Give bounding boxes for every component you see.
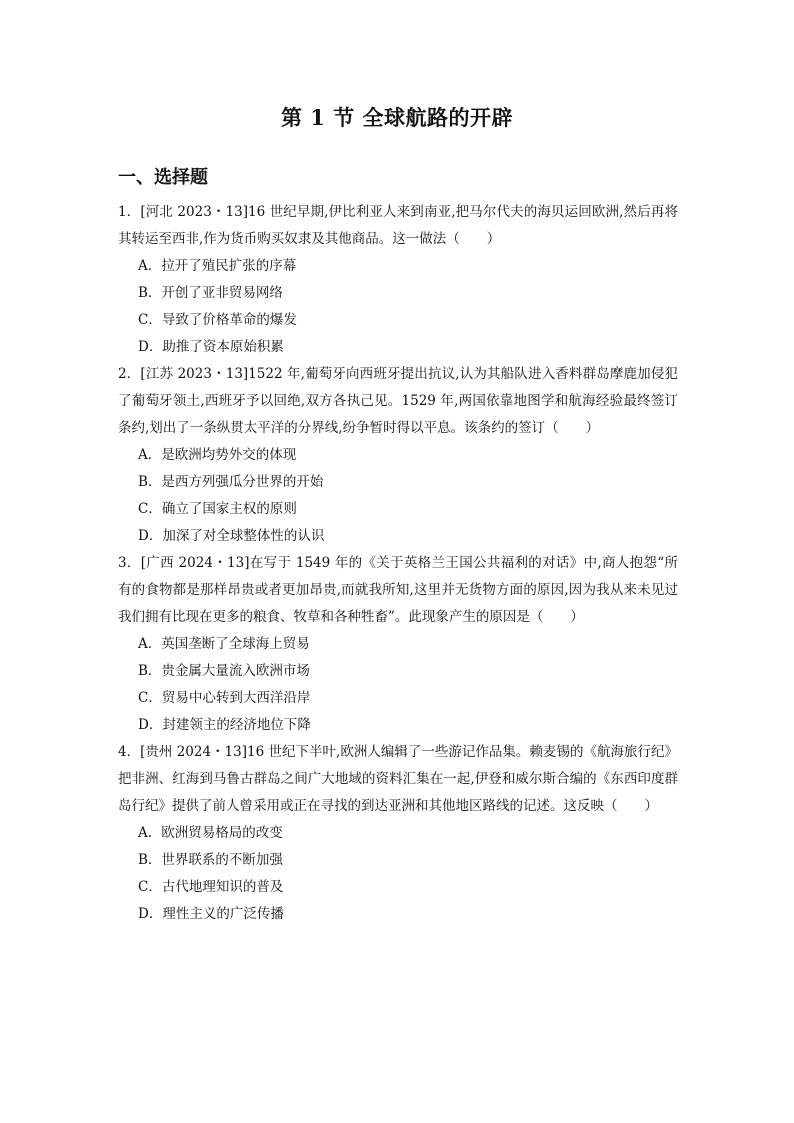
option-b: B．世界联系的不断加强 (138, 852, 283, 868)
question-stem: 4．[贵州 2024・13]16 世纪下半叶,欧洲人编辑了一些游记作品集。赖麦锡的《航海旅行纪》把非洲、红海到马鲁古群岛之间广大地域的资料汇集在一起,伊登和威尔斯合编的《东西印度群岛行纪》提供了前人曾采用或正在寻找的到达亚洲和其他地区路线的记述。这反映（ ） (118, 744, 678, 814)
option-b: B．开创了亚非贸易网络 (138, 285, 283, 301)
option-d: D．封建领主的经济地位下降 (138, 717, 311, 733)
option-b: B．贵金属大量流入欧洲市场 (138, 663, 310, 679)
option-a: A．欧洲贸易格局的改变 (138, 825, 283, 841)
option-d: D．理性主义的广泛传播 (138, 906, 284, 922)
option-a: A．拉开了殖民扩张的序幕 (138, 258, 297, 274)
question-3 (118, 550, 678, 739)
page-title: 第 1 节 全球航路的开辟 (280, 105, 514, 130)
question-2 (118, 361, 678, 550)
option-list (118, 253, 678, 361)
question-list (118, 199, 678, 928)
question-1 (118, 199, 678, 361)
option-a: A．英国垄断了全球海上贸易 (138, 636, 310, 652)
option-b: B．是西方列强瓜分世界的开始 (138, 474, 324, 490)
question-4 (118, 739, 678, 928)
option-c: C．贸易中心转到大西洋沿岸 (138, 690, 311, 706)
option-list (118, 442, 678, 550)
option-a: A．是欧洲均势外交的体现 (138, 447, 297, 463)
question-stem: 1．[河北 2023・13]16 世纪早期,伊比利亚人来到南亚,把马尔代夫的海贝运回欧洲,然后再将其转运至西非,作为货币购买奴隶及其他商品。这一做法（ ） (118, 204, 678, 247)
option-d: D．助推了资本原始积累 (138, 339, 284, 355)
option-c: C．确立了国家主权的原则 (138, 501, 297, 517)
section-heading: 一、选择题 (118, 167, 208, 188)
question-stem: 3．[广西 2024・13]在写于 1549 年的《关于英格兰王国公共福利的对话》中,商人抱怨“所有的食物都是那样昂贵或者更加昂贵,而就我所知,这里并无货物方面的原因,因为我从来未见过我们拥有比现在更多的粮食、牧草和各种牲畜”。此现象产生的原因是（ ） (118, 555, 678, 625)
option-c: C．古代地理知识的普及 (138, 879, 284, 895)
option-d: D．加深了对全球整体性的认识 (138, 528, 325, 544)
option-list (118, 820, 678, 928)
question-stem: 2．[江苏 2023・13]1522 年,葡萄牙向西班牙提出抗议,认为其船队进入香料群岛摩鹿加侵犯了葡萄牙领土,西班牙予以回绝,双方各执己见。1529 年,两国依靠地图学和航海经验最终签订条约,划出了一条纵贯太平洋的分界线,纷争暂时得以平息。该条约的签订（ ） (118, 366, 678, 436)
option-c: C．导致了价格革命的爆发 (138, 312, 297, 328)
option-list (118, 631, 678, 739)
